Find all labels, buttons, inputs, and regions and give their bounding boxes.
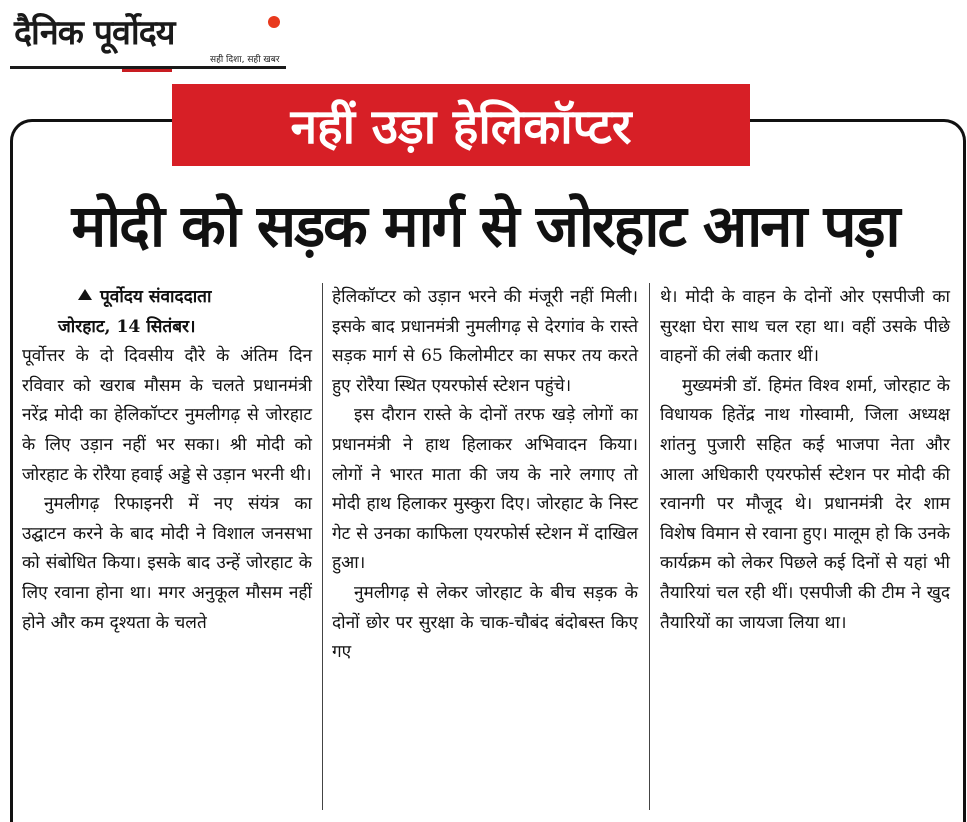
kicker-banner: नहीं उड़ा हेलिकॉप्टर <box>172 84 750 166</box>
newspaper-logo: दैनिक पूर्वोदय <box>14 13 175 53</box>
column-divider <box>322 283 323 810</box>
article-column-3 <box>660 283 950 638</box>
byline <box>22 283 312 313</box>
logo-dot-icon <box>268 16 280 28</box>
masthead <box>10 6 286 72</box>
article-column-2 <box>332 283 638 668</box>
triangle-bullet-icon <box>78 289 92 300</box>
byline-text: पूर्वोदय संवाददाता <box>100 287 212 307</box>
article-column-1 <box>22 283 312 638</box>
paragraph: थे। मोदी के वाहन के दोनों ओर एसपीजी का सुरक्षा घेरा साथ चल रहा था। वहीं उसके पीछे वाहनों की लंबी कतार थीं। <box>660 287 950 367</box>
newspaper-tagline: सही दिशा, सही खबर <box>210 55 280 65</box>
paragraph: मुख्यमंत्री डॉ. हिमंत विश्व शर्मा, जोरहाट के विधायक हितेंद्र नाथ गोस्वामी, जिला अध्यक्ष शांतनु पुजारी सहित कई भाजपा नेता और आला अधिकारी एयरफोर्स स्टेशन पर मोदी की रवानगी पर मौजूद थे। प्रधानमंत्री देर शाम विशेष विमान से रवाना हुए। मालूम हो कि उनके कार्यक्रम को लेकर पिछले कई दिनों से यहां भी तैयारियां चल रही थीं। एसपीजी की टीम ने खुद तैयारियों का जायजा लिया था। <box>660 375 950 633</box>
masthead-accent-rule <box>122 69 172 72</box>
paragraph: नुमलीगढ़ रिफाइनरी में नए संयंत्र का उद्घाटन करने के बाद मोदी ने विशाल जनसभा को संबोधित किया। इसके बाद उन्हें जोरहाट के लिए रवाना होना था। मगर अनुकूल मौसम नहीं होने और कम दृश्यता के चलते <box>22 494 312 633</box>
paragraph: नुमलीगढ़ से लेकर जोरहाट के बीच सड़क के दोनों छोर पर सुरक्षा के चाक-चौबंद बंदोबस्त किए गए <box>332 582 638 663</box>
paragraph: पूर्वोत्तर के दो दिवसीय दौरे के अंतिम दिन रविवार को खराब मौसम के चलते प्रधानमंत्री नरेंद्र मोदी का हेलिकॉप्टर नुमलीगढ़ से जोरहाट के लिए उड़ान नहीं भर सका। श्री मोदी को जोरहाट के रोरैया हवाई अड्डे से उड़ान भरनी थी। <box>22 346 312 485</box>
headline: मोदी को सड़क मार्ग से जोरहाट आना पड़ा <box>71 192 899 260</box>
paragraph: इस दौरान रास्ते के दोनों तरफ खड़े लोगों का प्रधानमंत्री ने हाथ हिलाकर अभिवादन किया। लोगों ने भारत माता की जय के नारे लगाए तो मोदी हाथ हिलाकर मुस्कुरा दिए। जोरहाट के निस्ट गेट से उनका काफिला एयरफोर्स स्टेशन में दाखिल हुआ। <box>332 405 638 574</box>
dateline: जोरहाट, 14 सितंबर। <box>58 316 196 337</box>
paragraph: हेलिकॉप्टर को उड़ान भरने की मंजूरी नहीं मिली। इसके बाद प्रधानमंत्री नुमलीगढ़ से देरगांव के रास्ते सड़क मार्ग से 65 किलोमीटर का सफर तय करते हुए रोरैया स्थित एयरफोर्स स्टेशन पहुंचे। <box>332 287 638 396</box>
column-divider <box>649 283 650 810</box>
